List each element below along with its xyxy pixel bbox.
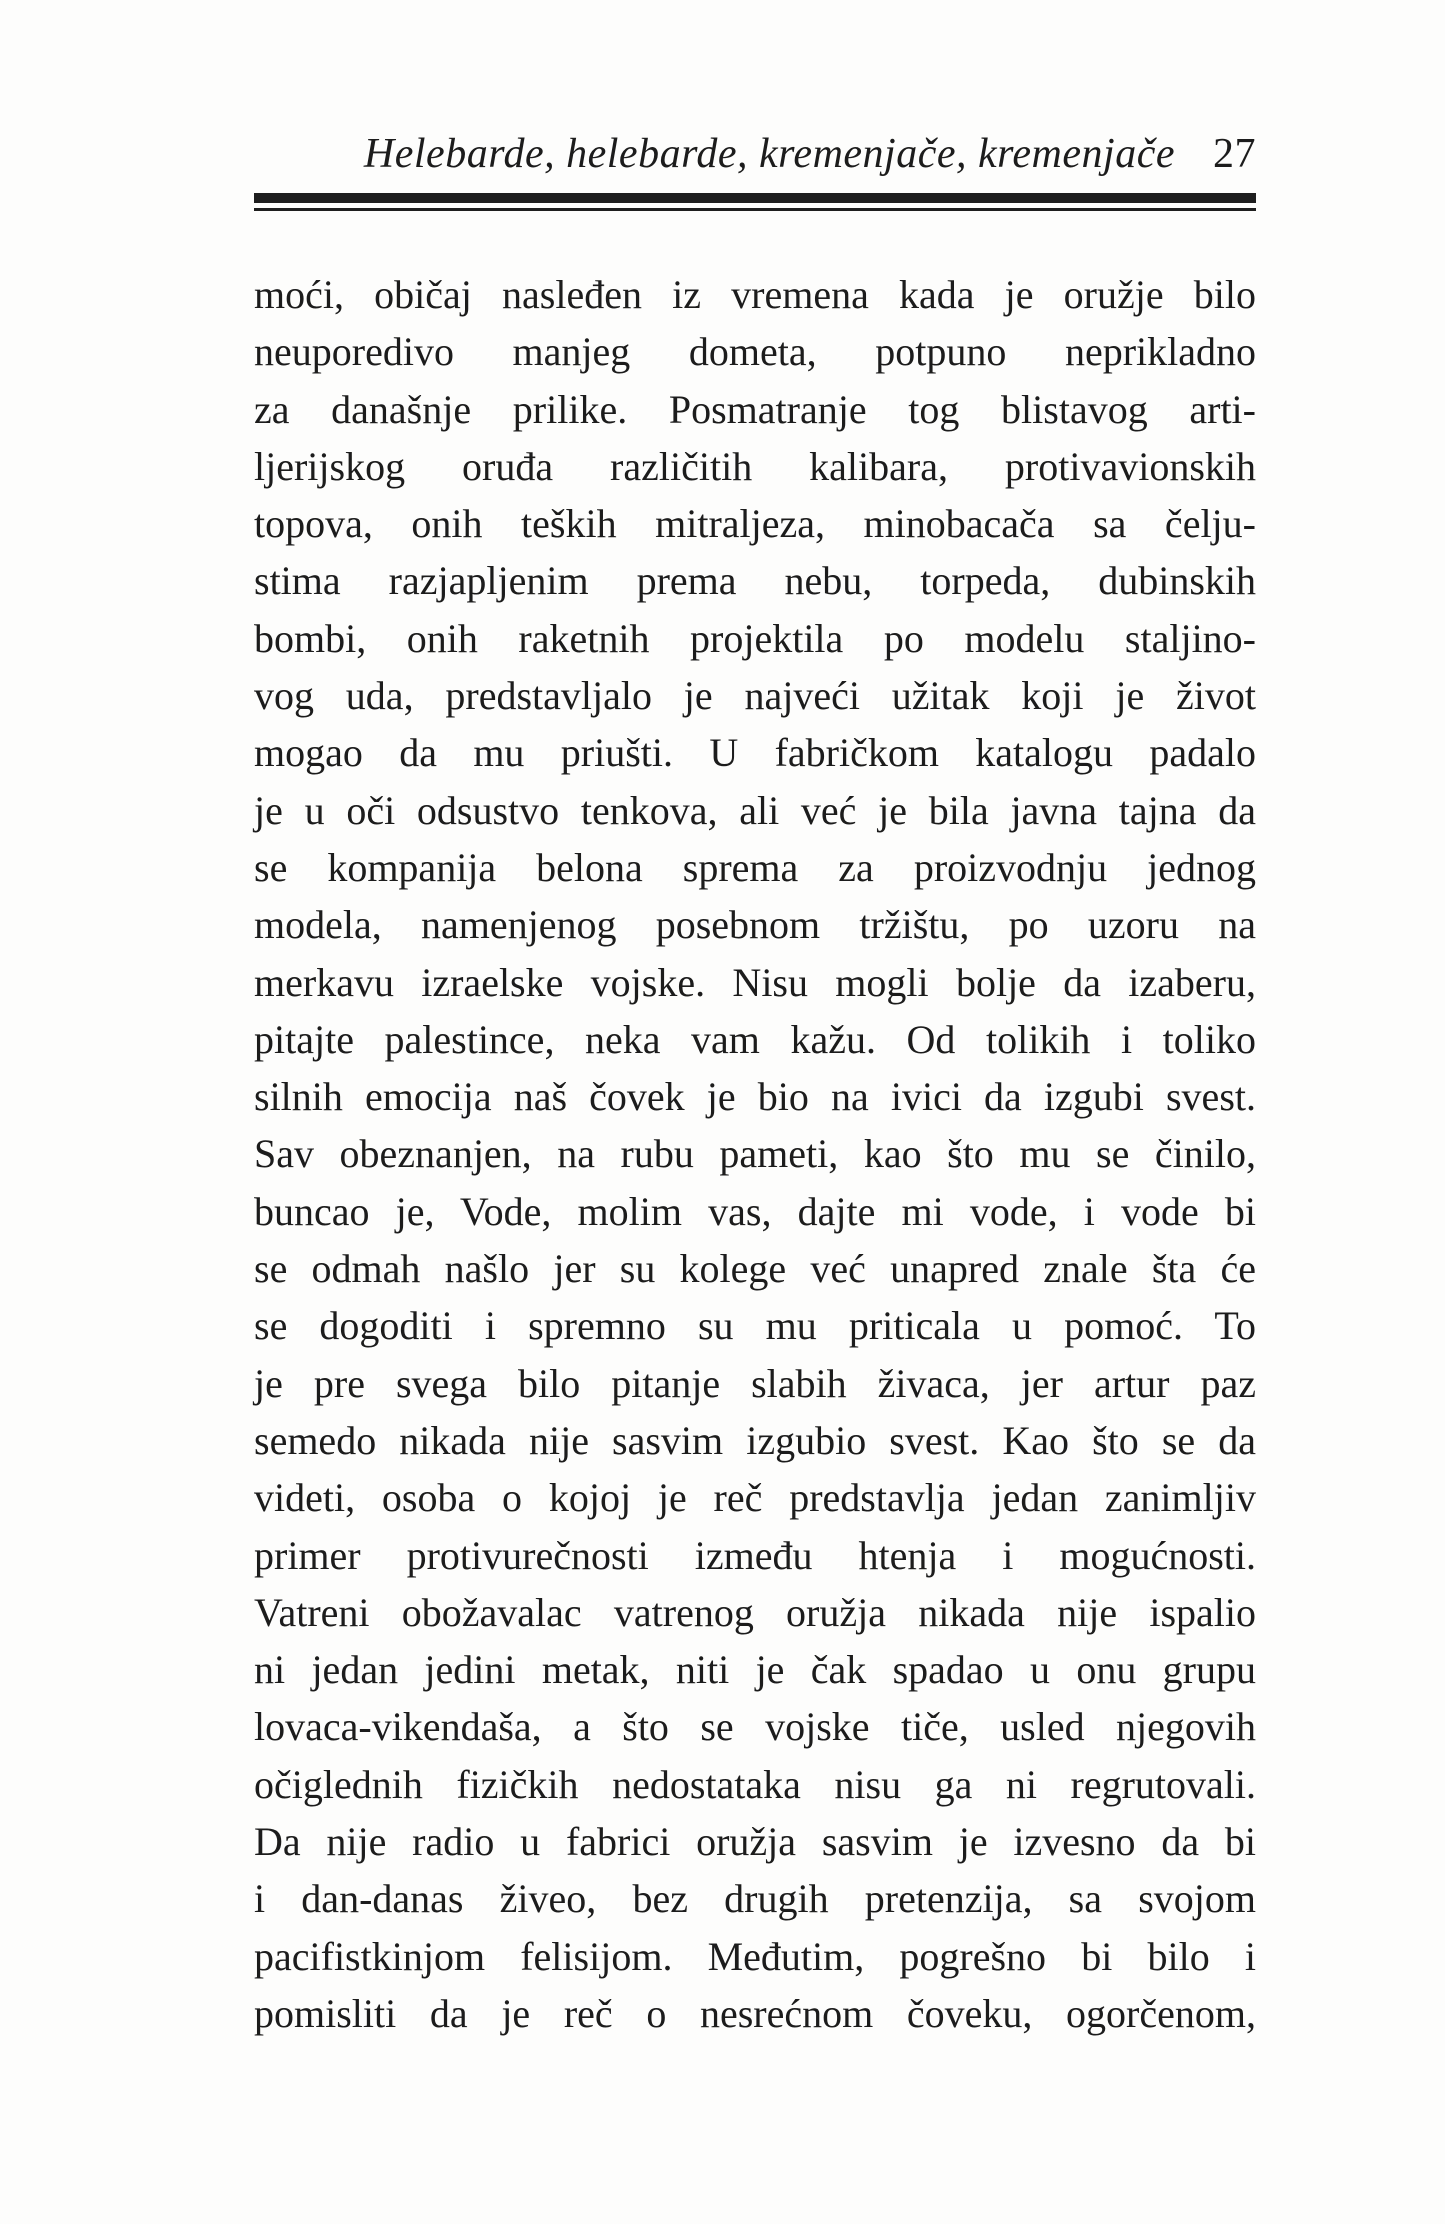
text-line: je u oči odsustvo tenkova, ali već je bila javna tajna da	[254, 787, 1256, 833]
text-line: silnih emocija naš čovek je bio na ivici da izgubi svest.	[254, 1074, 1256, 1120]
header-double-rule	[254, 193, 1256, 211]
text-line: stima razjapljenim prema nebu, torpeda, dubinskih	[254, 558, 1256, 604]
text-line: buncao je, Vode, molim vas, dajte mi vode, i vode bi	[254, 1188, 1256, 1234]
text-line: pacifistkinjom felisijom. Međutim, pogrešno bi bilo i	[254, 1933, 1256, 1979]
text-line: vog uda, predstavljalo je najveći užitak koji je život	[254, 673, 1256, 719]
text-line: modela, namenjenog posebnom tržištu, po uzoru na	[254, 902, 1256, 948]
text-line: primer protivurečnosti između htenja i mogućnosti.	[254, 1532, 1256, 1578]
text-line: i dan-danas živeo, bez drugih pretenzija, sa svojom	[254, 1876, 1256, 1922]
text-line: semedo nikada nije sasvim izgubio svest. Kao što se da	[254, 1417, 1256, 1463]
text-line: ljerijskog oruđa različitih kalibara, protivavionskih	[254, 443, 1256, 489]
text-line: topova, onih teških mitraljeza, minobacača sa čelju-	[254, 501, 1256, 547]
text-line: Vatreni obožavalac vatrenog oružja nikada nije ispalio	[254, 1589, 1256, 1635]
body-text-block	[254, 266, 1256, 2042]
text-line: neuporedivo manjeg dometa, potpuno neprikladno	[254, 329, 1256, 375]
running-head	[254, 128, 1256, 180]
text-line: bombi, onih raketnih projektila po modelu staljino-	[254, 615, 1256, 661]
text-line: se dogoditi i spremno su mu priticala u pomoć. To	[254, 1303, 1256, 1349]
text-line: za današnje prilike. Posmatranje tog blistavog arti-	[254, 386, 1256, 432]
text-line: se kompanija belona sprema za proizvodnju jednog	[254, 844, 1256, 890]
text-line: videti, osoba o kojoj je reč predstavlja jedan zanimljiv	[254, 1475, 1256, 1521]
text-line: pitajte palestince, neka vam kažu. Od tolikih i toliko	[254, 1016, 1256, 1062]
text-line: Da nije radio u fabrici oružja sasvim je izvesno da bi	[254, 1819, 1256, 1865]
text-line: moći, običaj nasleđen iz vremena kada je oružje bilo	[254, 272, 1256, 317]
text-line: ni jedan jedini metak, niti je čak spadao u onu grupu	[254, 1647, 1256, 1693]
text-line: mogao da mu priušti. U fabričkom katalogu padalo	[254, 730, 1256, 776]
running-head-title: Helebarde, helebarde, kremenjače, kremenjače	[363, 131, 1175, 177]
text-line: Sav obeznanjen, na rubu pameti, kao što mu se činilo,	[254, 1131, 1256, 1177]
text-line: se odmah našlo jer su kolege već unapred znale šta će	[254, 1246, 1256, 1292]
text-line: je pre svega bilo pitanje slabih živaca, jer artur paz	[254, 1360, 1256, 1406]
text-line: merkavu izraelske vojske. Nisu mogli bolje da izaberu,	[254, 959, 1256, 1005]
text-line: očiglednih fizičkih nedostataka nisu ga ni regrutovali.	[254, 1761, 1256, 1807]
text-line: pomisliti da je reč o nesrećnom čoveku, ogorčenom,	[254, 1990, 1256, 2036]
page-number: 27	[1213, 131, 1256, 177]
text-line: lovaca-vikendaša, a što se vojske tiče, usled njegovih	[254, 1704, 1256, 1750]
